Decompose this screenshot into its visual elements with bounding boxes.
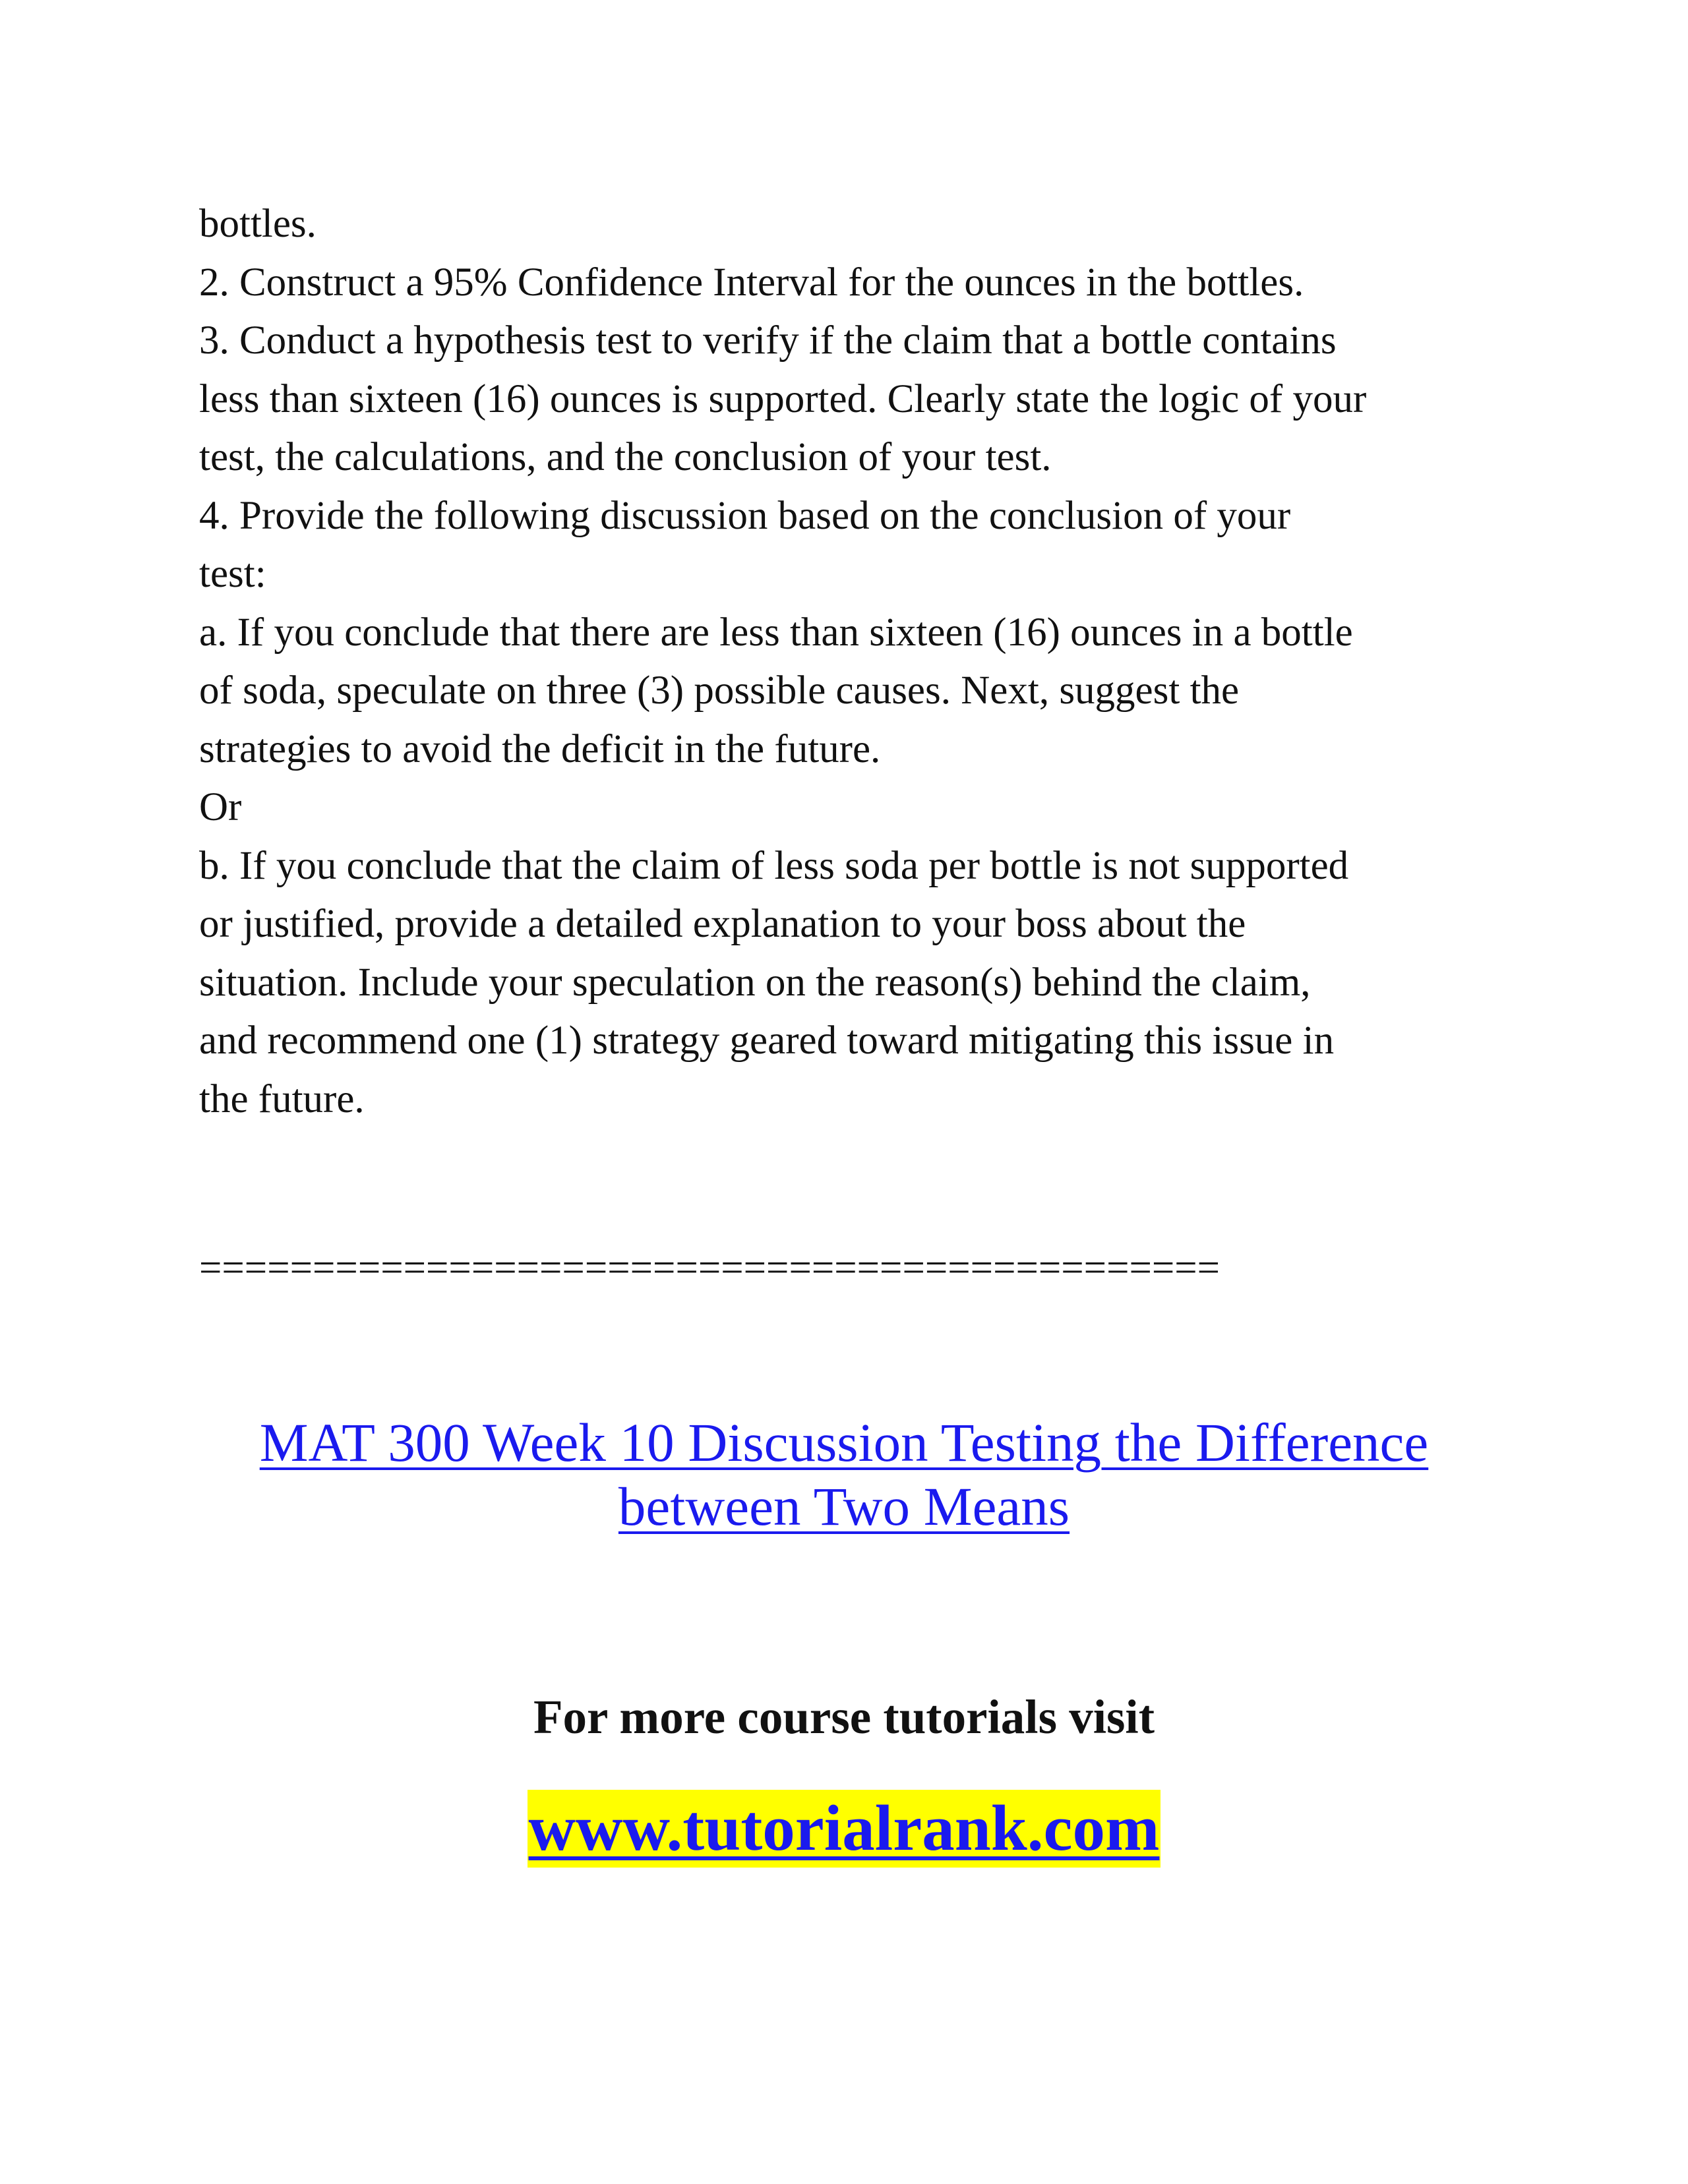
body-line: a. If you conclude that there are less than sixteen (16) ounces in a bottle: [199, 610, 1353, 655]
body-line: or justified, provide a detailed explanation to your boss about the: [199, 902, 1246, 946]
body-line: test, the calculations, and the conclusion of your test.: [199, 435, 1052, 479]
body-text: [199, 195, 1518, 1129]
more-tutorials-text: For more course tutorials visit: [533, 1690, 1155, 1744]
section-divider: =============================================: [199, 1246, 1221, 1290]
body-line: strategies to avoid the deficit in the future.: [199, 726, 881, 771]
body-line: 3. Conduct a hypothesis test to verify if the claim that a bottle contains: [199, 318, 1337, 363]
body-line: test:: [199, 552, 266, 596]
body-line: 4. Provide the following discussion based on the conclusion of your: [199, 493, 1291, 538]
body-line: bottles.: [199, 202, 316, 246]
body-line: Or: [199, 785, 242, 829]
site-url-link[interactable]: www.tutorialrank.com: [528, 1790, 1161, 1868]
course-title-link[interactable]: [0, 1411, 1688, 1539]
body-line: 2. Construct a 95% Confidence Interval for the ounces in the bottles.: [199, 260, 1304, 305]
body-line: less than sixteen (16) ounces is supported. Clearly state the logic of your: [199, 376, 1367, 421]
body-line: b. If you conclude that the claim of less soda per bottle is not supported: [199, 843, 1349, 888]
course-title-line-1: MAT 300 Week 10 Discussion Testing the Difference: [259, 1412, 1429, 1473]
course-title-line-2: between Two Means: [618, 1476, 1070, 1537]
site-link-wrap: [0, 1790, 1688, 1868]
body-line: of soda, speculate on three (3) possible causes. Next, suggest the: [199, 668, 1240, 713]
course-title-block: [0, 1411, 1688, 1539]
body-line: and recommend one (1) strategy geared toward mitigating this issue in: [199, 1018, 1335, 1063]
body-line: situation. Include your speculation on the reason(s) behind the claim,: [199, 960, 1311, 1005]
body-line: the future.: [199, 1077, 365, 1121]
